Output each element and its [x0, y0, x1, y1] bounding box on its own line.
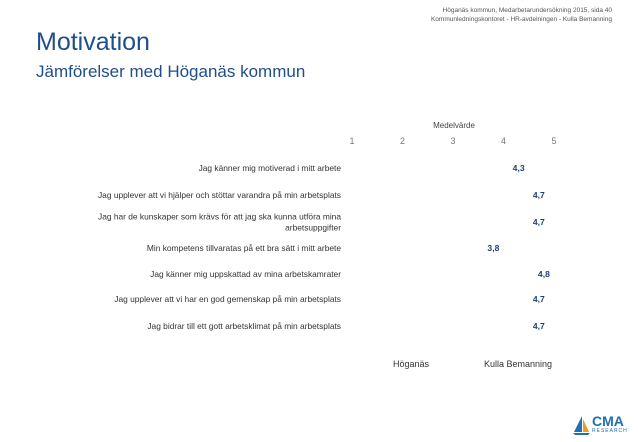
value-label: 4,7: [532, 321, 545, 331]
value-label: 4,7: [532, 190, 545, 200]
x-tick-label: 5: [551, 136, 557, 146]
value-label: 4,8: [537, 269, 550, 279]
logo-sail-icon: [573, 416, 590, 435]
chart-row: [199, 163, 525, 173]
header-note-line1: Höganäs kommun, Medarbetarundersökning 2015, sida 40: [442, 7, 612, 14]
chart-row: [147, 321, 545, 331]
logo-text: CMA: [592, 413, 624, 429]
chart-row: [147, 243, 500, 253]
header-note-line2: Kommunledningskontoret - HR-avdelningen - Kulla Bemanning: [430, 16, 612, 23]
page-title: Motivation: [36, 28, 150, 56]
row-label: Jag bidrar till ett gott arbetsklimat på min arbetsplats: [147, 321, 341, 331]
x-tick-label: 2: [399, 136, 406, 146]
legend-item: Höganäs: [392, 359, 430, 369]
row-label: Jag känner mig uppskattad av mina arbetskamrater: [150, 269, 341, 279]
row-label: Jag känner mig motiverad i mitt arbete: [198, 163, 341, 173]
chart-row: [98, 190, 545, 200]
value-label: 4,7: [532, 217, 545, 227]
row-label: Min kompetens tillvaratas på ett bra sätt i mitt arbete: [146, 243, 341, 253]
value-label: 3,8: [487, 243, 500, 253]
x-tick-label: 4: [500, 136, 507, 146]
chart-row: [98, 212, 545, 233]
row-label: Jag upplever att vi hjälper och stöttar varandra på min arbetsplats: [97, 190, 341, 200]
value-label: 4,7: [532, 294, 545, 304]
axis-title: Medelvärde: [433, 121, 475, 130]
value-label: 4,3: [512, 163, 525, 173]
logo-subtext: RESEARCH: [592, 428, 628, 434]
chart-rows: [98, 163, 550, 331]
row-label: Jag har de kunskaper som krävs för att jag ska kunna utföra mina: [98, 211, 341, 222]
chart-row: [114, 294, 545, 304]
page-subtitle: Jämförelser med Höganäs kommun: [36, 62, 306, 81]
legend-item: Kulla Bemanning: [483, 359, 553, 369]
chart-row: [150, 269, 550, 279]
x-tick-labels: [349, 136, 556, 146]
x-tick-label: 1: [349, 136, 355, 146]
row-label: arbetsuppgifter: [285, 222, 341, 233]
row-label: Jag upplever att vi har en god gemenskap på min arbetsplats: [114, 294, 341, 304]
legend: [393, 359, 552, 369]
x-tick-label: 3: [450, 136, 456, 146]
logo-wordmark: [592, 414, 628, 435]
